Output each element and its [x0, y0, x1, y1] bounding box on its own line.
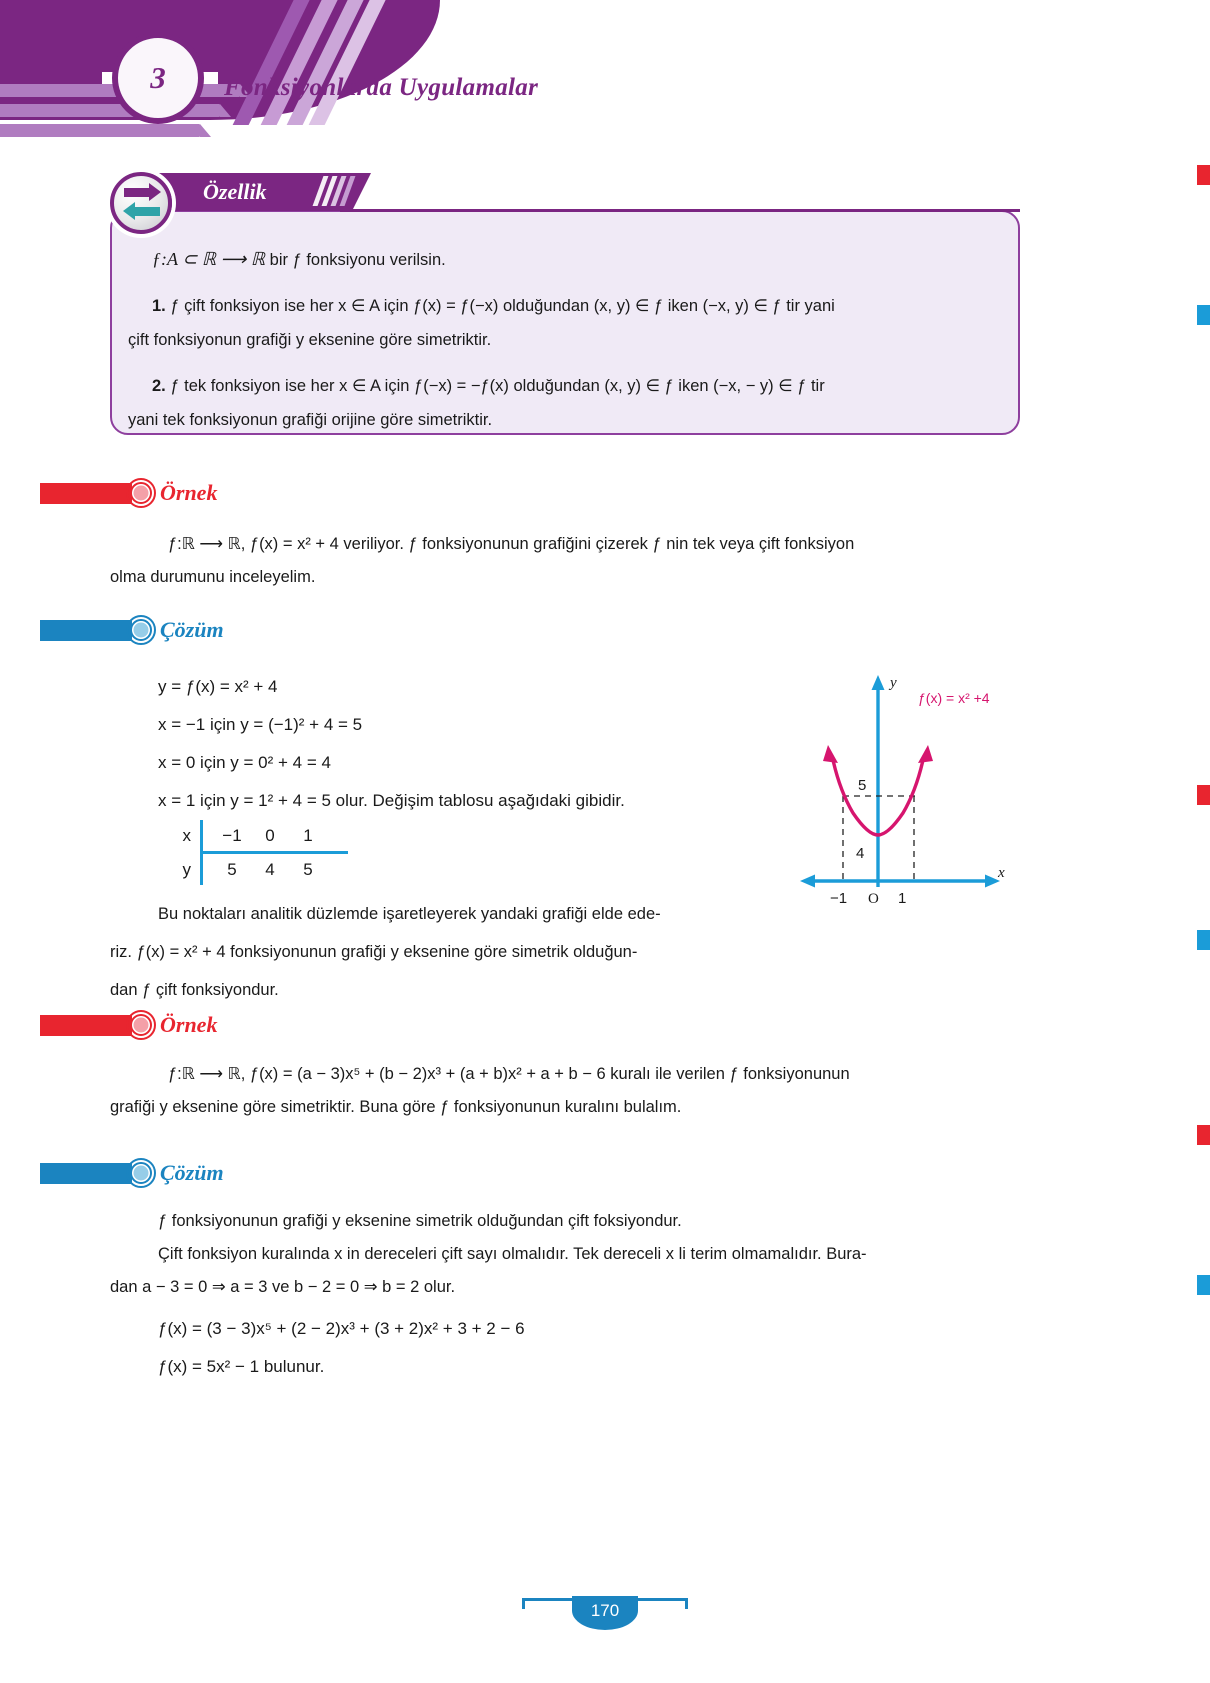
solution-1-conclusion: [110, 895, 770, 1009]
graph-svg: [790, 665, 1025, 910]
table-cell: 4: [265, 859, 275, 879]
arrow-right-icon: [124, 188, 150, 197]
solution-2-badge-label: Çözüm: [160, 1160, 224, 1185]
page-number-wrap: [572, 1596, 638, 1630]
side-mark: [1197, 165, 1210, 185]
solution-1-concl-line-3: dan ƒ çift fonksiyondur.: [110, 981, 279, 999]
property-item-2-line-2: yani tek fonksiyonun grafiği orijine göre simetriktir.: [128, 411, 493, 429]
page-number: 170: [572, 1596, 638, 1630]
example-1-line-2: olma durumunu inceleyelim.: [110, 568, 316, 586]
table-row-x: [166, 820, 348, 851]
side-mark: [1197, 785, 1210, 805]
table-cell: 5: [303, 859, 313, 879]
property-item-1: [128, 289, 1006, 323]
property-item-2-line-1: ƒ tek fonksiyon ise her x ∈ A için ƒ(−x) = −ƒ(x) olduğundan (x, y) ∈ ƒ iken (−x, − y) ∈ ƒ tir: [170, 377, 825, 395]
solution-2-badge-bar: [40, 1163, 132, 1184]
y-tick-4-label: 4: [856, 845, 865, 862]
example-1-badge: [40, 478, 217, 508]
rings-icon: [126, 615, 156, 645]
side-mark: [1197, 1275, 1210, 1295]
y-axis-label: y: [890, 675, 897, 691]
table-row-y-header: y: [182, 859, 191, 879]
property-item-1-line-2: çift fonksiyonun grafiği y eksenine göre simetriktir.: [128, 331, 492, 349]
function-graph: [790, 665, 1025, 910]
solution-2-line-1: ƒ fonksiyonunun grafiği y eksenine simetrik olduğundan çift foksiyondur.: [158, 1212, 682, 1230]
x-tick-1-label: 1: [898, 890, 907, 907]
example-1-badge-bar: [40, 483, 132, 504]
example-1-line-1: ƒ:ℝ ⟶ ℝ, ƒ(x) = x² + 4 veriliyor. ƒ fonksiyonunun grafiğini çizerek ƒ nin tek veya çift fonksiyon: [168, 535, 855, 553]
chapter-number-badge: [112, 32, 204, 124]
property-item-2-number: 2.: [152, 377, 166, 395]
x-axis-arrow-left: [800, 875, 815, 888]
solution-2-line-2: Çift fonksiyon kuralında x in dereceleri çift sayı olmalıdır. Tek dereceli x li terim olmamalıdır. Bura-: [158, 1245, 867, 1263]
table-cell: 5: [227, 859, 237, 879]
curve-arrow-left: [823, 745, 838, 763]
x-tick-minus1-label: −1: [830, 890, 848, 907]
property-item-2-line-2-wrap: [128, 403, 1006, 437]
example-1-badge-label: Örnek: [160, 480, 218, 505]
curve-label: ƒ(x) = x² +4: [918, 690, 990, 706]
solution-1-eq-3: x = 0 için y = 0² + 4 = 4: [158, 753, 331, 772]
solution-1-eq-4: x = 1 için y = 1² + 4 = 5 olur. Değişim tablosu aşağıdaki gibidir.: [158, 791, 625, 810]
solution-1-concl-line-2: riz. ƒ(x) = x² + 4 fonksiyonunun grafiği y eksenine göre simetrik olduğun-: [110, 943, 638, 961]
rings-icon: [126, 1010, 156, 1040]
example-2-line-1: ƒ:ℝ ⟶ ℝ, ƒ(x) = (a − 3)x⁵ + (b − 2)x³ + (a + b)x² + a + b − 6 kuralı ile verilen ƒ fonksiyonunun: [168, 1065, 850, 1083]
origin-label: O: [868, 891, 879, 907]
solution-2-text: [110, 1205, 1015, 1304]
arrow-left-icon: [134, 207, 160, 216]
property-intro-text: bir ƒ fonksiyonu verilsin.: [269, 251, 446, 269]
y-tick-5-label: 5: [858, 777, 867, 794]
property-intro-math: ƒ:A ⊂ ℝ ⟶ ℝ: [152, 249, 266, 269]
property-banner-underline: [340, 209, 1020, 212]
table-cell: 1: [303, 825, 313, 845]
property-item-1-line-2-wrap: [128, 323, 1006, 357]
property-item-1-number: 1.: [152, 297, 166, 315]
example-2-badge-label: Örnek: [160, 1012, 218, 1037]
table-cell: 0: [265, 825, 275, 845]
rings-icon: [126, 478, 156, 508]
table-row-y-cells: [203, 860, 327, 880]
solution-1-eq-2: x = −1 için y = (−1)² + 4 = 5: [158, 715, 363, 734]
x-axis-label: x: [998, 865, 1005, 881]
solution-2-line-3: dan a − 3 = 0 ⇒ a = 3 ve b − 2 = 0 ⇒ b = 2 olur.: [110, 1278, 456, 1296]
solution-1-badge: [40, 615, 224, 645]
y-axis-arrow: [872, 675, 885, 690]
side-mark: [1197, 305, 1210, 325]
example-1-text: [110, 528, 1010, 594]
solution-2-badge: [40, 1158, 224, 1188]
example-2-text: [110, 1058, 1015, 1124]
header-stripe-3: [0, 124, 200, 137]
property-badge-label: Özellik: [203, 179, 267, 204]
table-row-x-cells: [203, 826, 327, 846]
solution-1-concl-line-1: Bu noktaları analitik düzlemde işaretleyerek yandaki grafiği elde ede-: [158, 905, 661, 923]
example-2-badge-bar: [40, 1015, 132, 1036]
table-cell: −1: [222, 825, 242, 845]
footer-tail-right: [636, 1598, 688, 1601]
value-table: [166, 820, 348, 885]
chapter-number: 3: [150, 60, 166, 95]
rings-icon: [126, 1158, 156, 1188]
solution-1-equations: [158, 668, 778, 820]
chapter-title: Fonksiyonlarda Uygulamalar: [224, 74, 539, 101]
banner-slash-icon: [318, 176, 350, 206]
solution-1-eq-1: y = ƒ(x) = x² + 4: [158, 677, 278, 696]
footer-tail-left: [522, 1598, 574, 1601]
table-row-x-header: x: [182, 825, 191, 845]
solution-1-badge-bar: [40, 620, 132, 641]
solution-2-eq-2: ƒ(x) = 5x² − 1 bulunur.: [158, 1357, 325, 1376]
solution-1-badge-label: Çözüm: [160, 617, 224, 642]
solution-2-eq-1: ƒ(x) = (3 − 3)x⁵ + (2 − 2)x³ + (3 + 2)x² + 3 + 2 − 6: [158, 1319, 525, 1338]
side-mark: [1197, 1125, 1210, 1145]
solution-2-equations: [158, 1310, 858, 1386]
example-2-line-2: grafiği y eksenine göre simetriktir. Buna göre ƒ fonksiyonunun kuralını bulalım.: [110, 1098, 682, 1116]
property-item-1-line-1: ƒ çift fonksiyon ise her x ∈ A için ƒ(x) = ƒ(−x) olduğundan (x, y) ∈ ƒ iken (−x, y) ∈ ƒ tir yani: [170, 297, 835, 315]
example-2-badge: [40, 1010, 217, 1040]
table-row-y: [166, 854, 348, 885]
property-intro: [128, 242, 1006, 277]
side-mark: [1197, 930, 1210, 950]
page-footer: [0, 1596, 1210, 1630]
curve-arrow-right: [918, 745, 933, 763]
property-item-2: [128, 369, 1006, 403]
property-body: [128, 242, 1006, 449]
property-exchange-icon: [110, 172, 172, 234]
